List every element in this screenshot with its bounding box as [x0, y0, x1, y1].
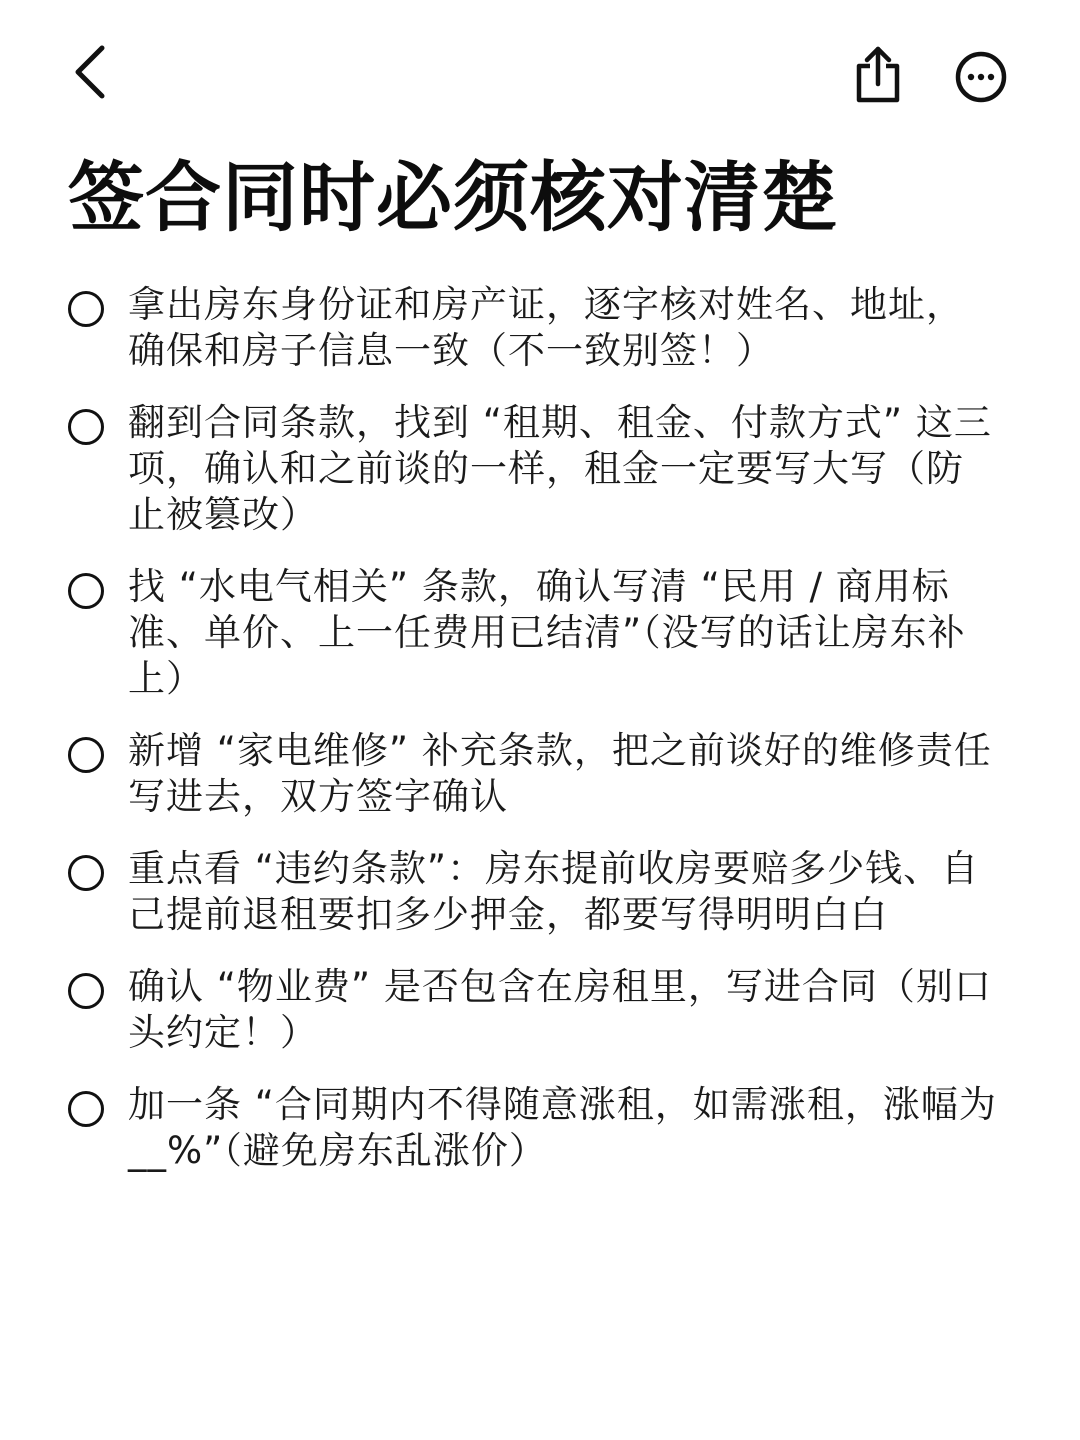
- more-button[interactable]: [948, 44, 1014, 110]
- checklist-item-text: 重点看 “违约条款”：房东提前收房要赔多少钱、自己提前退租要扣多少押金，都要写得明明白白: [128, 847, 980, 936]
- checkbox-circle[interactable]: [68, 855, 104, 891]
- checklist-item: [68, 1082, 998, 1174]
- checklist-item-text: 拿出房东身份证和房产证，逐字核对姓名、地址，确保和房子信息一致（不一致别签！）: [128, 283, 964, 372]
- more-icon: [948, 44, 1014, 110]
- checkbox-circle[interactable]: [68, 291, 104, 327]
- page-title: 签合同时必须核对清楚: [68, 153, 838, 242]
- checklist-item: [68, 728, 998, 820]
- share-button[interactable]: [846, 40, 910, 110]
- checkbox-circle[interactable]: [68, 1091, 104, 1127]
- checklist-item: [68, 282, 998, 374]
- checklist-item: [68, 964, 998, 1056]
- checklist-item-text: 加一条 “合同期内不得随意涨租，如需涨租，涨幅为__%”（避免房东乱涨价）: [128, 1083, 997, 1172]
- checklist-item: [68, 846, 998, 938]
- chevron-left-icon: [64, 40, 120, 104]
- checklist-item-text: 确认 “物业费” 是否包含在房租里，写进合同（别口头约定！）: [128, 965, 992, 1054]
- checklist-item-text: 新增 “家电维修” 补充条款，把之前谈好的维修责任写进去，双方签字确认: [128, 729, 992, 818]
- checkbox-circle[interactable]: [68, 973, 104, 1009]
- checklist-item-text: 找 “水电气相关” 条款，确认写清 “民用 / 商用标准、单价、上一任费用已结清”（没写的话让房东补上）: [128, 565, 966, 700]
- checkbox-circle[interactable]: [68, 409, 104, 445]
- checkbox-circle[interactable]: [68, 737, 104, 773]
- back-button[interactable]: [64, 40, 120, 104]
- checklist-item-text: 翻到合同条款，找到 “租期、租金、付款方式” 这三项，确认和之前谈的一样，租金一定要写大写（防止被篡改）: [128, 401, 992, 536]
- top-bar: [0, 0, 1080, 140]
- checklist: [68, 282, 998, 1200]
- checklist-item: [68, 564, 998, 702]
- share-icon: [846, 40, 910, 110]
- checkbox-circle[interactable]: [68, 573, 104, 609]
- checklist-item: [68, 400, 998, 538]
